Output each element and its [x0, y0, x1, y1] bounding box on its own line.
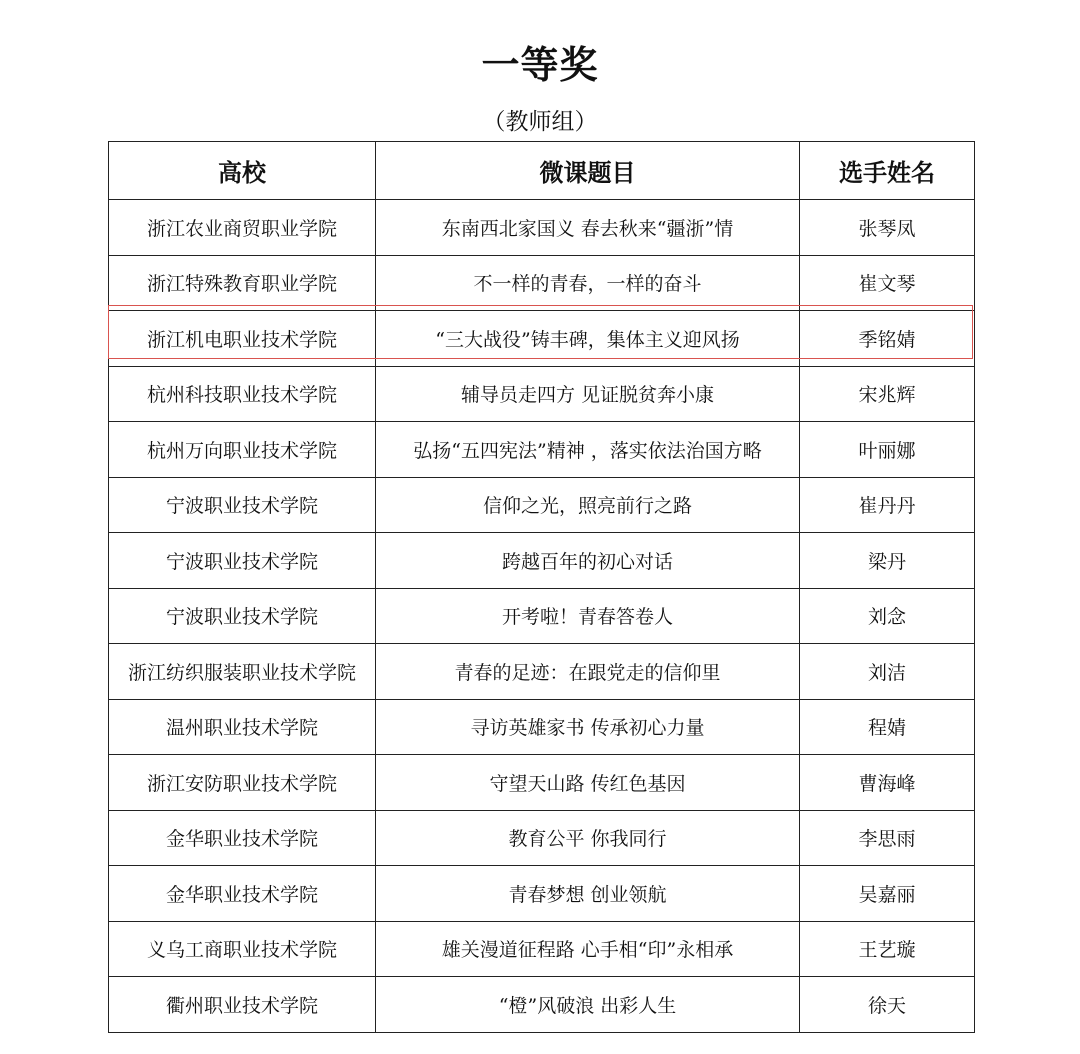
table-row — [109, 533, 975, 589]
table-row-highlighted — [109, 311, 975, 367]
cell-course-title: 守望天山路 传红色基因 — [376, 755, 800, 811]
cell-course-title: “橙”风破浪 出彩人生 — [376, 977, 800, 1033]
cell-school: 宁波职业技术学院 — [109, 477, 376, 533]
table-row — [109, 422, 975, 478]
cell-contestant-name: 张琴凤 — [800, 200, 975, 256]
table-header-row — [109, 142, 975, 200]
cell-contestant-name: 曹海峰 — [800, 755, 975, 811]
cell-course-title: 寻访英雄家书 传承初心力量 — [376, 699, 800, 755]
table-row — [109, 644, 975, 700]
cell-contestant-name: 程婧 — [800, 699, 975, 755]
header-contestant-name: 选手姓名 — [800, 142, 975, 200]
cell-school: 宁波职业技术学院 — [109, 588, 376, 644]
cell-course-title: “三大战役”铸丰碑，集体主义迎风扬 — [376, 311, 800, 367]
table-row — [109, 366, 975, 422]
table-row — [109, 866, 975, 922]
cell-course-title: 青春梦想 创业领航 — [376, 866, 800, 922]
table-row — [109, 477, 975, 533]
cell-school: 温州职业技术学院 — [109, 699, 376, 755]
cell-school: 浙江机电职业技术学院 — [109, 311, 376, 367]
cell-school: 衢州职业技术学院 — [109, 977, 376, 1033]
table-row — [109, 588, 975, 644]
cell-contestant-name: 吴嘉丽 — [800, 866, 975, 922]
cell-course-title: 弘扬“五四宪法”精神 ，落实依法治国方略 — [376, 422, 800, 478]
cell-contestant-name: 宋兆辉 — [800, 366, 975, 422]
page-title: 一等奖 — [481, 43, 599, 87]
cell-contestant-name: 崔丹丹 — [800, 477, 975, 533]
cell-school: 浙江安防职业技术学院 — [109, 755, 376, 811]
cell-school: 浙江纺织服装职业技术学院 — [109, 644, 376, 700]
cell-contestant-name: 王艺璇 — [800, 921, 975, 977]
cell-contestant-name: 徐天 — [800, 977, 975, 1033]
cell-course-title: 开考啦！青春答卷人 — [376, 588, 800, 644]
cell-contestant-name: 刘洁 — [800, 644, 975, 700]
cell-school: 宁波职业技术学院 — [109, 533, 376, 589]
cell-contestant-name: 叶丽娜 — [800, 422, 975, 478]
cell-school: 金华职业技术学院 — [109, 810, 376, 866]
table-row — [109, 200, 975, 256]
cell-contestant-name: 刘念 — [800, 588, 975, 644]
table-row — [109, 810, 975, 866]
cell-course-title: 跨越百年的初心对话 — [376, 533, 800, 589]
table-row — [109, 977, 975, 1033]
cell-course-title: 雄关漫道征程路 心手相“印”永相承 — [376, 921, 800, 977]
cell-contestant-name: 季铭婧 — [800, 311, 975, 367]
cell-school: 义乌工商职业技术学院 — [109, 921, 376, 977]
cell-school: 金华职业技术学院 — [109, 866, 376, 922]
header-school: 高校 — [109, 142, 376, 200]
cell-school: 杭州科技职业技术学院 — [109, 366, 376, 422]
table-row — [109, 699, 975, 755]
cell-course-title: 辅导员走四方 见证脱贫奔小康 — [376, 366, 800, 422]
cell-course-title: 不一样的青春，一样的奋斗 — [376, 255, 800, 311]
cell-course-title: 青春的足迹：在跟党走的信仰里 — [376, 644, 800, 700]
table-row — [109, 255, 975, 311]
page-subtitle: （教师组） — [482, 109, 598, 135]
cell-school: 浙江特殊教育职业学院 — [109, 255, 376, 311]
cell-course-title: 教育公平 你我同行 — [376, 810, 800, 866]
cell-contestant-name: 梁丹 — [800, 533, 975, 589]
cell-contestant-name: 李思雨 — [800, 810, 975, 866]
cell-school: 杭州万向职业技术学院 — [109, 422, 376, 478]
table-row — [109, 921, 975, 977]
cell-contestant-name: 崔文琴 — [800, 255, 975, 311]
awards-table — [108, 141, 975, 1033]
cell-course-title: 东南西北家国义 春去秋来“疆浙”情 — [376, 200, 800, 256]
cell-school: 浙江农业商贸职业学院 — [109, 200, 376, 256]
table-row — [109, 755, 975, 811]
cell-course-title: 信仰之光，照亮前行之路 — [376, 477, 800, 533]
header-course-title: 微课题目 — [376, 142, 800, 200]
